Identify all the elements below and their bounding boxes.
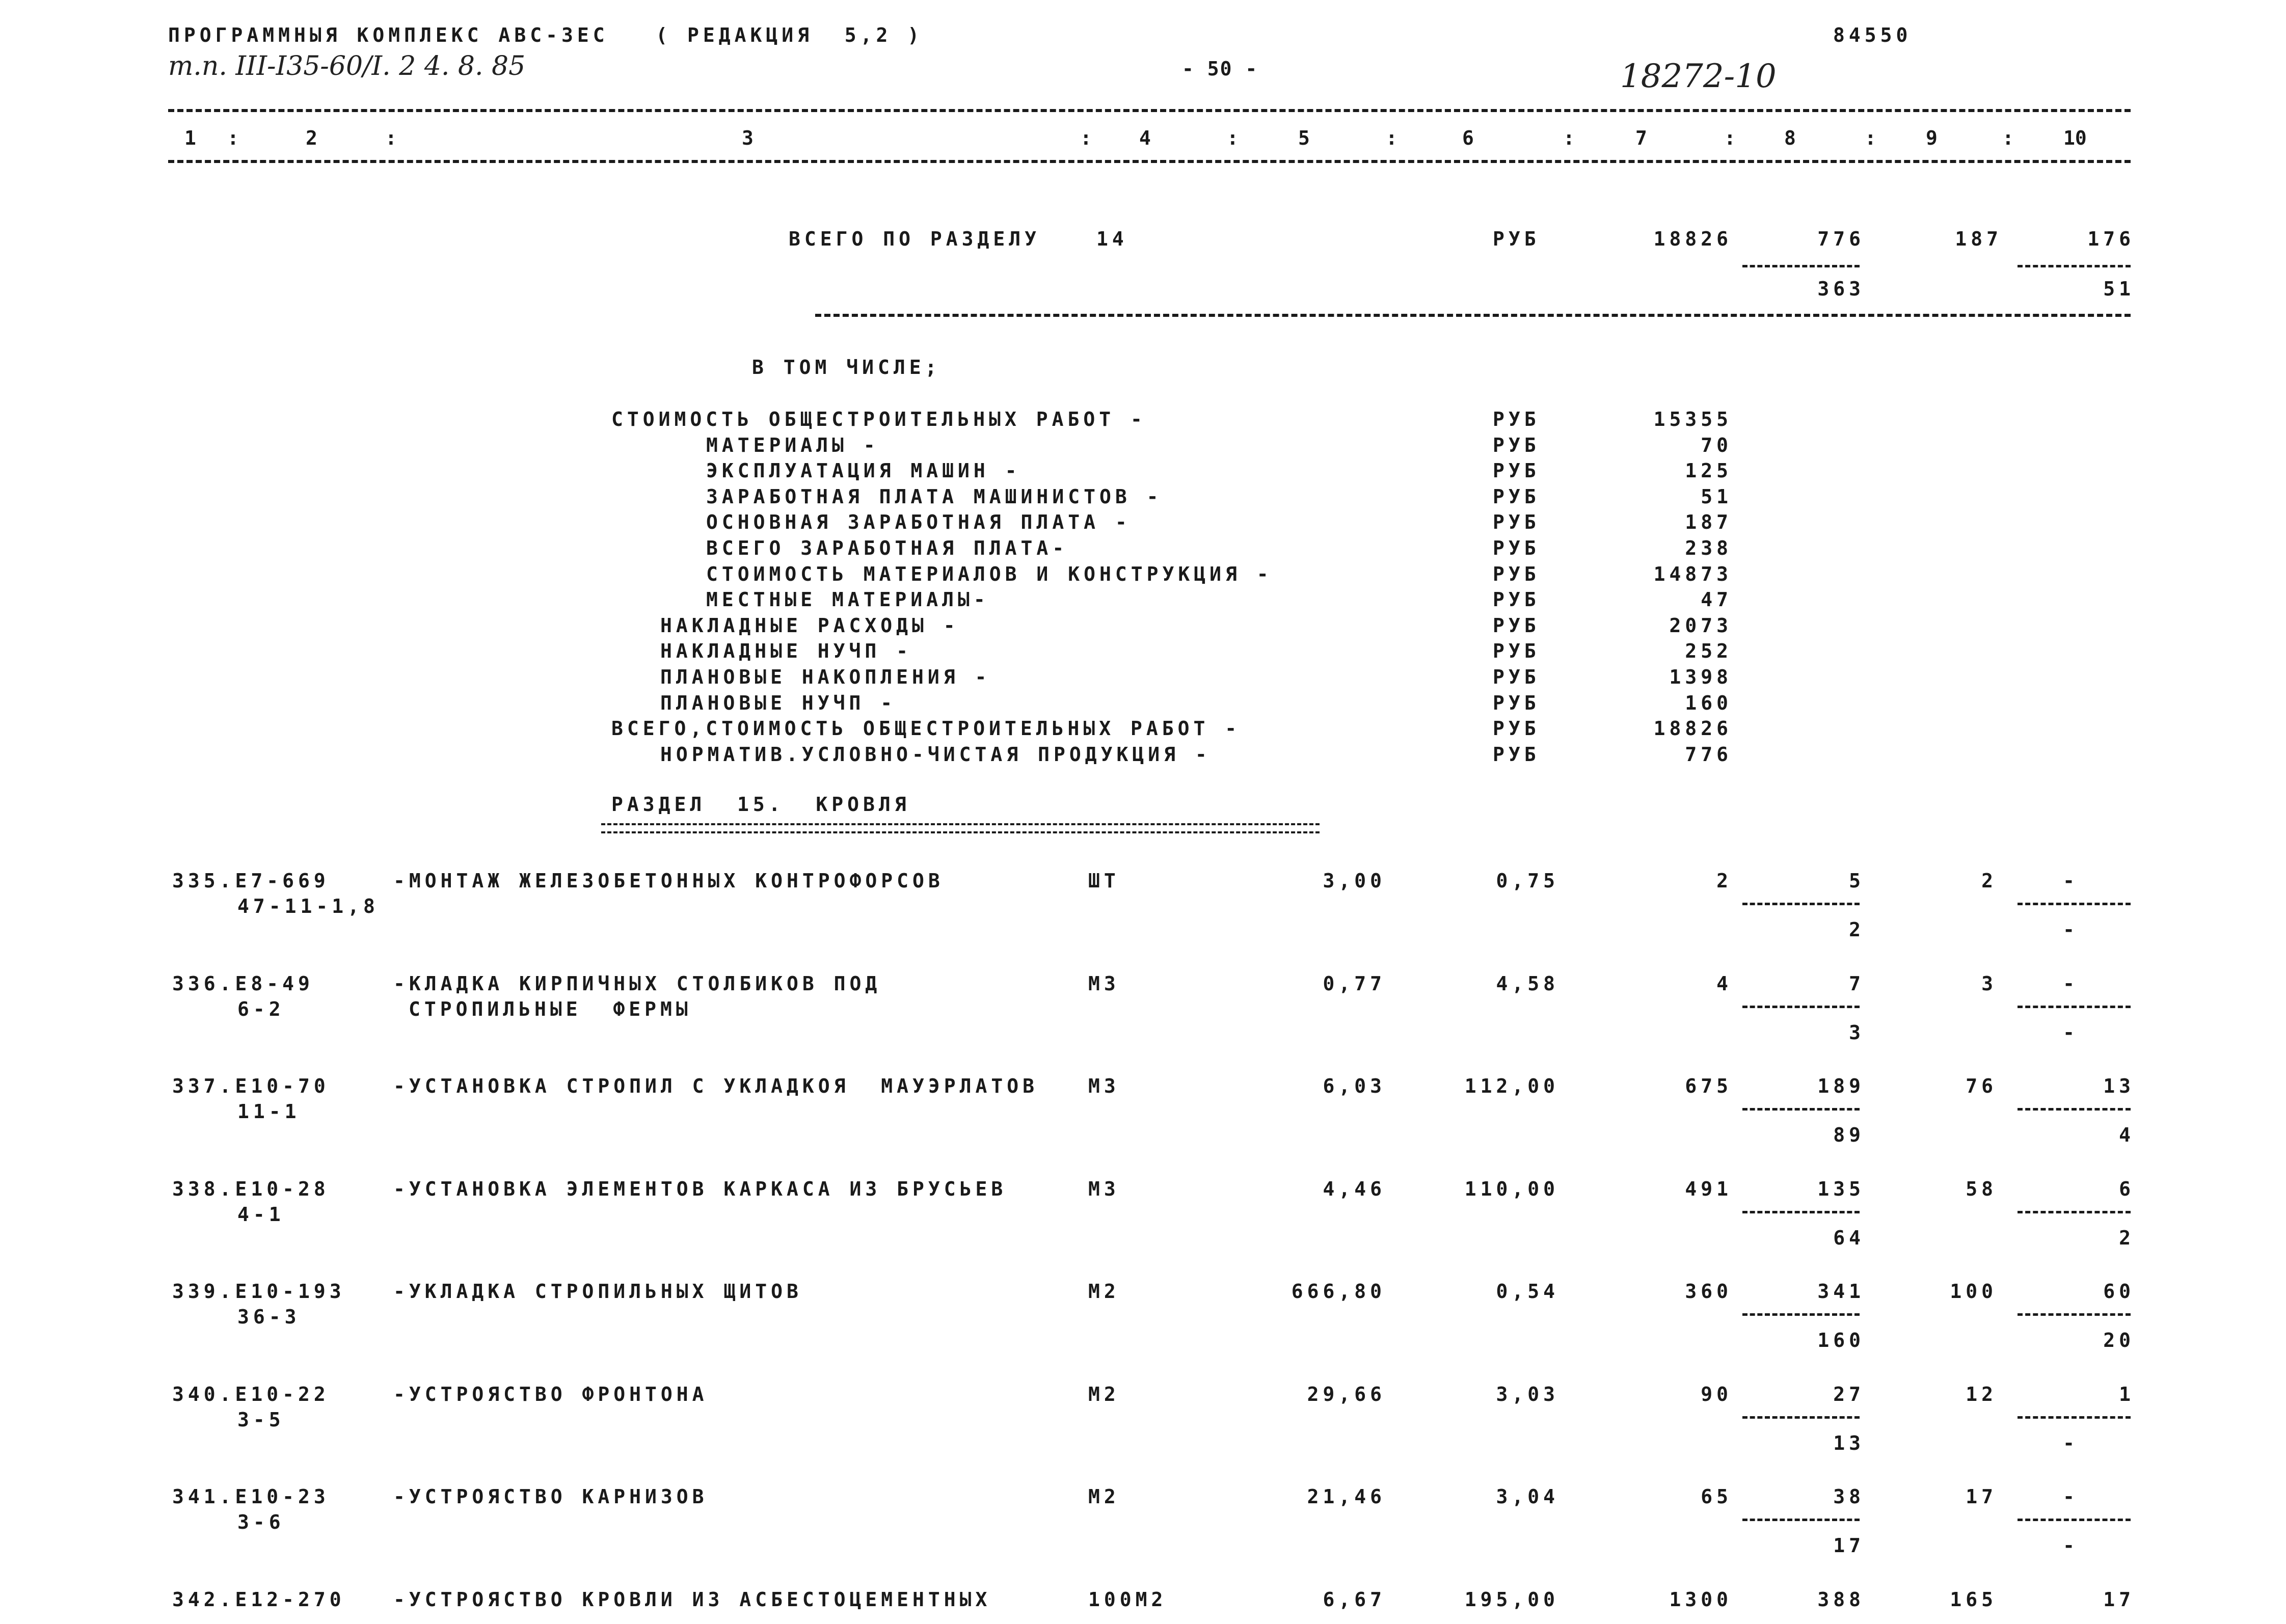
breakdown-unit: РУБ bbox=[1493, 614, 1540, 637]
breakdown-heading: В ТОМ ЧИСЛЕ; bbox=[752, 356, 941, 378]
column-separator: : bbox=[385, 127, 397, 149]
item-col8-top: 341 bbox=[1817, 1280, 1865, 1303]
item-total-cost: 675 bbox=[1685, 1075, 1732, 1097]
item-unit-price: 110,00 bbox=[1464, 1177, 1559, 1200]
breakdown-unit: РУБ bbox=[1493, 743, 1540, 766]
item-col8-rule bbox=[1742, 1416, 1860, 1419]
item-col8-rule bbox=[1742, 1108, 1860, 1111]
item-total-cost: 2 bbox=[1716, 870, 1732, 892]
breakdown-label: МАТЕРИАЛЫ - bbox=[706, 434, 879, 456]
breakdown-label: ВСЕГО,СТОИМОСТЬ ОБЩЕСТРОИТЕЛЬНЫХ РАБОТ - bbox=[611, 717, 1241, 740]
project-reference: т.п. III-I35-60/I. 2 4. 8. 85 bbox=[168, 51, 526, 82]
section-total-col8: 776 bbox=[1817, 228, 1865, 250]
column-separator: : bbox=[1563, 127, 1575, 149]
item-description: -УСТАНОВКА СТРОПИЛ С УКЛАДКОЯ МАУЭРЛАТОВ bbox=[393, 1075, 1038, 1097]
section-total-unit: РУБ bbox=[1493, 228, 1540, 250]
breakdown-value: 160 bbox=[1685, 691, 1732, 714]
section-total-col8-bottom: 363 bbox=[1817, 278, 1865, 300]
item-quantity: 666,80 bbox=[1291, 1280, 1386, 1303]
breakdown-unit: РУБ bbox=[1493, 511, 1540, 534]
breakdown-label: ЗАРАБОТНАЯ ПЛАТА МАШИНИСТОВ - bbox=[706, 485, 1163, 508]
item-total-cost: 491 bbox=[1685, 1177, 1732, 1200]
item-col8-top: 7 bbox=[1849, 972, 1865, 995]
item-code-secondary: 11-1 bbox=[237, 1100, 301, 1123]
item-col9: 76 bbox=[1966, 1075, 1997, 1097]
breakdown-value: 14873 bbox=[1653, 562, 1732, 585]
item-col8-top: 189 bbox=[1817, 1075, 1865, 1097]
item-unit-price: 3,04 bbox=[1496, 1485, 1559, 1508]
item-col8-bottom: 89 bbox=[1833, 1124, 1865, 1146]
breakdown-value: 187 bbox=[1685, 511, 1732, 534]
item-total-cost: 1300 bbox=[1669, 1588, 1732, 1611]
column-number-8: 8 bbox=[1784, 127, 1796, 149]
item-description: -УСТРОЯСТВО ФРОНТОНА bbox=[393, 1383, 708, 1405]
column-separator: : bbox=[2002, 127, 2014, 149]
section-total-rule bbox=[815, 314, 2131, 317]
item-total-cost: 360 bbox=[1685, 1280, 1732, 1303]
breakdown-value: 238 bbox=[1685, 537, 1732, 559]
item-col8-bottom: 160 bbox=[1817, 1329, 1865, 1351]
item-col8-top: 38 bbox=[1833, 1485, 1865, 1508]
section-total-number: 14 bbox=[1096, 228, 1128, 250]
breakdown-value: 125 bbox=[1685, 459, 1732, 482]
breakdown-unit: РУБ bbox=[1493, 485, 1540, 508]
column-number-4: 4 bbox=[1139, 127, 1151, 149]
item-col10-rule bbox=[2018, 903, 2131, 905]
item-col8-rule bbox=[1742, 903, 1860, 905]
breakdown-label: МЕСТНЫЕ МАТЕРИАЛЫ- bbox=[706, 588, 989, 611]
item-col9: 58 bbox=[1966, 1177, 1997, 1200]
item-col8-bottom: 13 bbox=[1833, 1431, 1865, 1454]
breakdown-value: 47 bbox=[1701, 588, 1732, 611]
item-col9: 100 bbox=[1950, 1280, 1997, 1303]
column-number-10: 10 bbox=[2063, 127, 2087, 149]
item-col8-bottom: 2 bbox=[1849, 918, 1865, 941]
item-unit: 100М2 bbox=[1088, 1588, 1167, 1611]
column-number-3: 3 bbox=[742, 127, 754, 149]
item-description: -МОНТАЖ ЖЕЛЕЗОБЕТОННЫХ КОНТРОФОРСОВ bbox=[393, 870, 944, 892]
breakdown-value: 70 bbox=[1701, 434, 1732, 456]
breakdown-label: ПЛАНОВЫЕ НУЧП - bbox=[660, 691, 897, 714]
section-total-col8-rule bbox=[1742, 265, 1860, 267]
item-col8-bottom: 17 bbox=[1833, 1534, 1865, 1557]
item-code: 335.Е7-669 bbox=[172, 870, 330, 892]
item-col10-rule bbox=[2018, 1006, 2131, 1008]
item-unit-price: 195,00 bbox=[1464, 1588, 1559, 1611]
column-separator: : bbox=[227, 127, 239, 149]
breakdown-label: СТОИМОСТЬ ОБЩЕСТРОИТЕЛЬНЫХ РАБОТ - bbox=[611, 408, 1146, 430]
breakdown-unit: РУБ bbox=[1493, 588, 1540, 611]
item-col8-rule bbox=[1742, 1313, 1860, 1316]
item-unit: М2 bbox=[1088, 1280, 1120, 1303]
column-separator: : bbox=[1080, 127, 1092, 149]
breakdown-label: ЭКСПЛУАТАЦИЯ МАШИН - bbox=[706, 459, 1021, 482]
breakdown-value: 1398 bbox=[1669, 666, 1732, 688]
item-col8-bottom: 64 bbox=[1833, 1226, 1865, 1249]
item-unit: М2 bbox=[1088, 1383, 1120, 1405]
item-col10-top: 17 bbox=[2103, 1588, 2135, 1611]
item-description: -УКЛАДКА СТРОПИЛЬНЫХ ЩИТОВ bbox=[393, 1280, 802, 1303]
item-col9: 2 bbox=[1981, 870, 1997, 892]
breakdown-unit: РУБ bbox=[1493, 459, 1540, 482]
item-unit-price: 0,75 bbox=[1496, 870, 1559, 892]
breakdown-label: НАКЛАДНЫЕ РАСХОДЫ - bbox=[660, 614, 959, 637]
breakdown-value: 252 bbox=[1685, 640, 1732, 663]
section-total-col10: 176 bbox=[2087, 228, 2135, 250]
item-unit: М3 bbox=[1088, 1075, 1120, 1097]
section-heading-underline bbox=[601, 823, 1320, 833]
item-col10-bottom: - bbox=[2063, 1021, 2079, 1044]
breakdown-label: СТОИМОСТЬ МАТЕРИАЛОВ И КОНСТРУКЦИЯ - bbox=[706, 562, 1273, 585]
section-total-col7: 18826 bbox=[1653, 228, 1732, 250]
breakdown-label: ВСЕГО ЗАРАБОТНАЯ ПЛАТА- bbox=[706, 537, 1068, 559]
item-col10-bottom: - bbox=[2063, 1534, 2079, 1557]
breakdown-value: 2073 bbox=[1669, 614, 1732, 637]
item-col9: 12 bbox=[1966, 1383, 1997, 1405]
item-code-secondary: 3-5 bbox=[237, 1408, 285, 1431]
item-col10-bottom: 4 bbox=[2119, 1124, 2135, 1146]
breakdown-unit: РУБ bbox=[1493, 537, 1540, 559]
breakdown-unit: РУБ bbox=[1493, 717, 1540, 740]
item-quantity: 6,67 bbox=[1323, 1588, 1386, 1611]
item-col10-top: 13 bbox=[2103, 1075, 2135, 1097]
breakdown-label: НОРМАТИВ.УСЛОВНО-ЧИСТАЯ ПРОДУКЦИЯ - bbox=[660, 743, 1211, 766]
item-col10-rule bbox=[2018, 1211, 2131, 1213]
item-col10-rule bbox=[2018, 1519, 2131, 1521]
item-col9: 165 bbox=[1950, 1588, 1997, 1611]
item-unit: М3 bbox=[1088, 972, 1120, 995]
item-unit-price: 3,03 bbox=[1496, 1383, 1559, 1405]
item-code: 340.Е10-22 bbox=[172, 1383, 330, 1405]
column-separator: : bbox=[1865, 127, 1876, 149]
item-description-cont: СТРОПИЛЬНЫЕ ФЕРМЫ bbox=[409, 997, 692, 1020]
column-number-5: 5 bbox=[1298, 127, 1310, 149]
item-col10-bottom: 2 bbox=[2119, 1226, 2135, 1249]
breakdown-unit: РУБ bbox=[1493, 434, 1540, 456]
item-col10-top: 6 bbox=[2119, 1177, 2135, 1200]
item-quantity: 0,77 bbox=[1323, 972, 1386, 995]
item-quantity: 6,03 bbox=[1323, 1075, 1386, 1097]
header-rule-bottom bbox=[168, 160, 2131, 163]
breakdown-unit: РУБ bbox=[1493, 666, 1540, 688]
breakdown-label: ПЛАНОВЫЕ НАКОПЛЕНИЯ - bbox=[660, 666, 991, 688]
breakdown-label: ОСНОВНАЯ ЗАРАБОТНАЯ ПЛАТА - bbox=[706, 511, 1131, 534]
program-header: ПРОГРАММНЫЯ КОМПЛЕКС АВС-ЗЕС ( РЕДАКЦИЯ 5,2 ) bbox=[168, 24, 924, 46]
item-unit-price: 112,00 bbox=[1464, 1075, 1559, 1097]
item-code-secondary: 47-11-1,8 bbox=[237, 895, 379, 917]
item-code: 337.Е10-70 bbox=[172, 1075, 330, 1097]
item-col10-top: - bbox=[2063, 972, 2079, 995]
column-separator: : bbox=[1724, 127, 1736, 149]
header-rule-top bbox=[168, 109, 2131, 112]
document-code: 84550 bbox=[1833, 24, 1912, 46]
item-code: 336.Е8-49 bbox=[172, 972, 314, 995]
section-total-col9: 187 bbox=[1955, 228, 2002, 250]
item-col10-top: - bbox=[2063, 1485, 2079, 1508]
item-col8-rule bbox=[1742, 1519, 1860, 1521]
item-col9: 3 bbox=[1981, 972, 1997, 995]
breakdown-unit: РУБ bbox=[1493, 691, 1540, 714]
item-col9: 17 bbox=[1966, 1485, 1997, 1508]
item-quantity: 21,46 bbox=[1307, 1485, 1386, 1508]
item-code: 338.Е10-28 bbox=[172, 1177, 330, 1200]
item-description: -УСТАНОВКА ЭЛЕМЕНТОВ КАРКАСА ИЗ БРУСЬЕВ bbox=[393, 1177, 1007, 1200]
breakdown-value: 51 bbox=[1701, 485, 1732, 508]
item-col8-top: 27 bbox=[1833, 1383, 1865, 1405]
item-unit-price: 0,54 bbox=[1496, 1280, 1559, 1303]
section-heading: РАЗДЕЛ 15. КРОВЛЯ bbox=[611, 793, 910, 816]
breakdown-label: НАКЛАДНЫЕ НУЧП - bbox=[660, 640, 912, 663]
item-col10-top: - bbox=[2063, 870, 2079, 892]
item-code-secondary: 6-2 bbox=[237, 997, 285, 1020]
item-description: -УСТРОЯСТВО КАРНИЗОВ bbox=[393, 1485, 708, 1508]
item-col10-rule bbox=[2018, 1313, 2131, 1316]
item-code: 339.Е10-193 bbox=[172, 1280, 345, 1303]
item-description: -КЛАДКА КИРПИЧНЫХ СТОЛБИКОВ ПОД bbox=[393, 972, 881, 995]
item-unit-price: 4,58 bbox=[1496, 972, 1559, 995]
item-col8-rule bbox=[1742, 1211, 1860, 1213]
item-quantity: 29,66 bbox=[1307, 1383, 1386, 1405]
breakdown-value: 15355 bbox=[1653, 408, 1732, 430]
item-quantity: 3,00 bbox=[1323, 870, 1386, 892]
section-total-label: ВСЕГО ПО РАЗДЕЛУ bbox=[789, 228, 1041, 250]
column-number-7: 7 bbox=[1635, 127, 1647, 149]
item-col8-bottom: 3 bbox=[1849, 1021, 1865, 1044]
item-col10-bottom: - bbox=[2063, 1431, 2079, 1454]
breakdown-value: 776 bbox=[1685, 743, 1732, 766]
section-total-col10-rule bbox=[2018, 265, 2131, 267]
column-separator: : bbox=[1386, 127, 1397, 149]
item-code-secondary: 4-1 bbox=[237, 1203, 285, 1226]
item-code-secondary: 3-6 bbox=[237, 1511, 285, 1533]
breakdown-value: 18826 bbox=[1653, 717, 1732, 740]
item-code: 342.Е12-270 bbox=[172, 1588, 345, 1611]
item-col10-top: 60 bbox=[2103, 1280, 2135, 1303]
item-col10-bottom: - bbox=[2063, 918, 2079, 941]
breakdown-unit: РУБ bbox=[1493, 562, 1540, 585]
item-total-cost: 90 bbox=[1701, 1383, 1732, 1405]
page-number: - 50 - bbox=[1182, 58, 1258, 80]
column-number-1: 1 bbox=[184, 127, 196, 149]
breakdown-unit: РУБ bbox=[1493, 640, 1540, 663]
item-col8-top: 135 bbox=[1817, 1177, 1865, 1200]
item-col10-rule bbox=[2018, 1416, 2131, 1419]
item-col10-bottom: 20 bbox=[2103, 1329, 2135, 1351]
section-total-col10-bottom: 51 bbox=[2103, 278, 2135, 300]
item-unit: М2 bbox=[1088, 1485, 1120, 1508]
breakdown-unit: РУБ bbox=[1493, 408, 1540, 430]
item-total-cost: 65 bbox=[1701, 1485, 1732, 1508]
stamp-number: 18272-10 bbox=[1620, 58, 1777, 95]
column-number-6: 6 bbox=[1462, 127, 1474, 149]
item-total-cost: 4 bbox=[1716, 972, 1732, 995]
item-col8-rule bbox=[1742, 1006, 1860, 1008]
item-code-secondary: 36-3 bbox=[237, 1306, 301, 1328]
item-description: -УСТРОЯСТВО КРОВЛИ ИЗ АСБЕСТОЦЕМЕНТНЫХ bbox=[393, 1588, 991, 1611]
item-unit: М3 bbox=[1088, 1177, 1120, 1200]
column-number-9: 9 bbox=[1926, 127, 1938, 149]
item-col8-top: 388 bbox=[1817, 1588, 1865, 1611]
item-code: 341.Е10-23 bbox=[172, 1485, 330, 1508]
item-col10-top: 1 bbox=[2119, 1383, 2135, 1405]
item-unit: ШТ bbox=[1088, 870, 1120, 892]
column-separator: : bbox=[1227, 127, 1239, 149]
column-number-2: 2 bbox=[306, 127, 317, 149]
item-col10-rule bbox=[2018, 1108, 2131, 1111]
item-quantity: 4,46 bbox=[1323, 1177, 1386, 1200]
item-col8-top: 5 bbox=[1849, 870, 1865, 892]
